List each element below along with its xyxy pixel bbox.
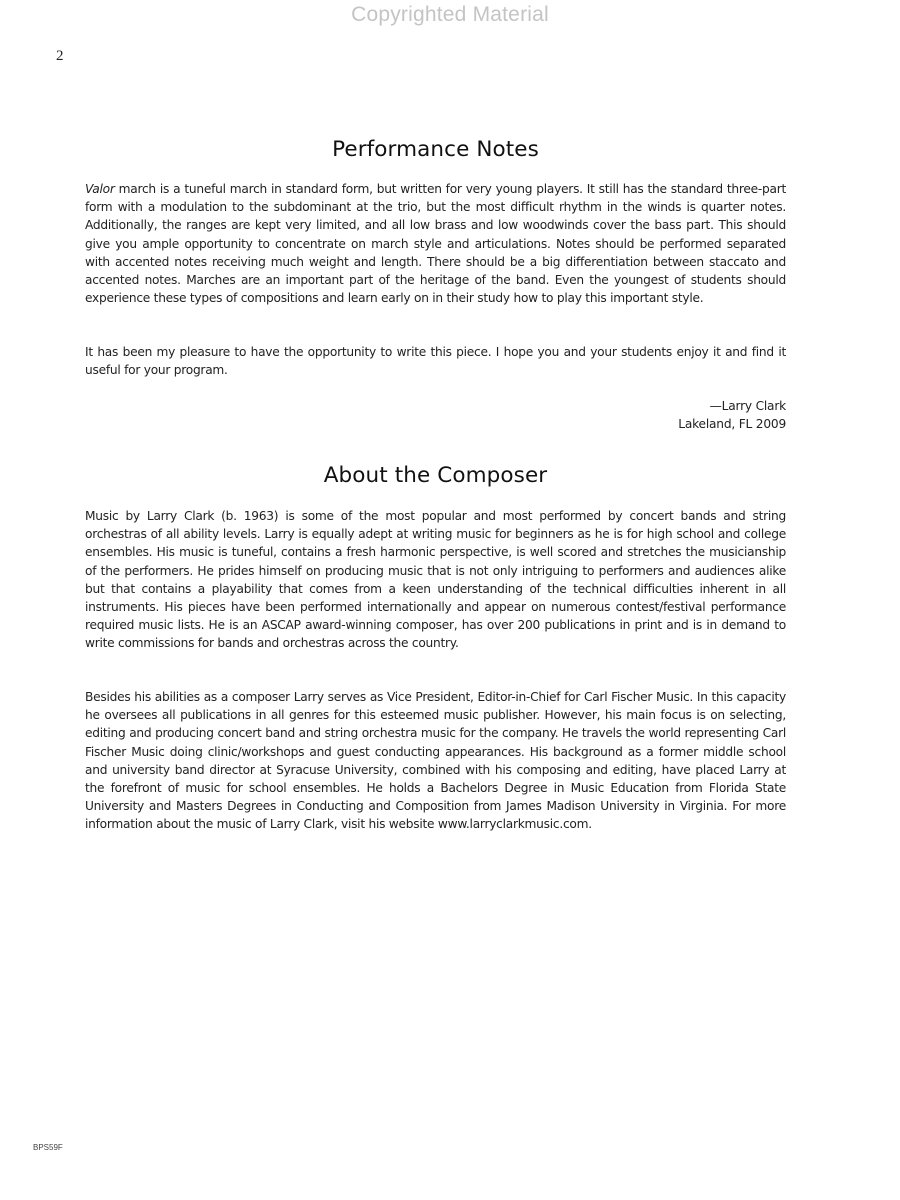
performance-notes-section <box>85 137 786 162</box>
piece-title: Valor <box>85 182 115 196</box>
signature-block <box>85 397 786 433</box>
copyright-watermark: Copyrighted Material <box>351 3 549 26</box>
about-composer-body-1 <box>85 507 786 653</box>
about-composer-paragraph-1: Music by Larry Clark (b. 1963) is some of the most popular and most performed by concert bands and string orchestras of all ability levels. Larry is equally adept at writing music for beginners as he is for high school and college ensembles. His music is tuneful, contains a fresh harmonic perspective, is well scored and stretches the musicianship of the performers. He prides himself on producing music that is not only intriguing to performers and audiences alike but that contains a playability that comes from a keen understanding of the technical difficulties inherent in all instruments. His pieces have been performed internationally and appear on numerous contest/festival performance required music lists. He is an ASCAP award-winning composer, has over 200 publications in print and is in demand to write commissions for bands and orchestras across the country. <box>85 509 786 651</box>
about-composer-body-2 <box>85 688 786 834</box>
about-composer-section <box>85 463 786 488</box>
performance-notes-body <box>85 180 786 307</box>
performance-notes-paragraph-2: It has been my pleasure to have the opportunity to write this piece. I hope you and your students enjoy it and find it useful for your program. <box>85 345 786 378</box>
performance-notes-paragraph-1 <box>85 180 786 307</box>
catalog-code: BPS59F <box>33 1143 63 1152</box>
signature-place-date: Lakeland, FL 2009 <box>678 417 786 432</box>
about-composer-heading: About the Composer <box>323 463 548 488</box>
page-number: 2 <box>56 48 64 64</box>
performance-notes-closing <box>85 343 786 379</box>
performance-notes-heading: Performance Notes <box>332 137 539 162</box>
performance-notes-paragraph-1-text: march is a tuneful march in standard form, but written for very young players. It still has the standard three-part form with a modulation to the subdominant at the trio, but the most difficult rhythm in the winds is quarter notes. Additionally, the ranges are kept very limited, and all low brass and low woodwinds cover the bass part. This should give you ample opportunity to concentrate on march style and articulations. Notes should be performed separated with accented notes receiving much weight and length. There should be a big differentiation between staccato and accented notes. Marches are an important part of the heritage of the band. Even the youngest of students should experience these types of compositions and learn early on in their study how to play this important style. <box>85 182 786 306</box>
about-composer-paragraph-2: Besides his abilities as a composer Larry serves as Vice President, Editor-in-Chief for Carl Fischer Music. In this capacity he oversees all publications in all genres for this esteemed music publisher. However, his main focus is on selecting, editing and producing concert band and string orchestra music for the company. He travels the world representing Carl Fischer Music doing clinic/workshops and guest conducting appearances. His background as a former middle school and university band director at Syracuse University, combined with his composing and editing, have placed Larry at the forefront of music for school ensembles. He holds a Bachelors Degree in Music Education from Florida State University and Masters Degrees in Conducting and Composition from James Madison University in Virginia. For more information about the music of Larry Clark, visit his website www.larryclarkmusic.com. <box>85 690 786 832</box>
signature-name: —Larry Clark <box>709 399 786 413</box>
